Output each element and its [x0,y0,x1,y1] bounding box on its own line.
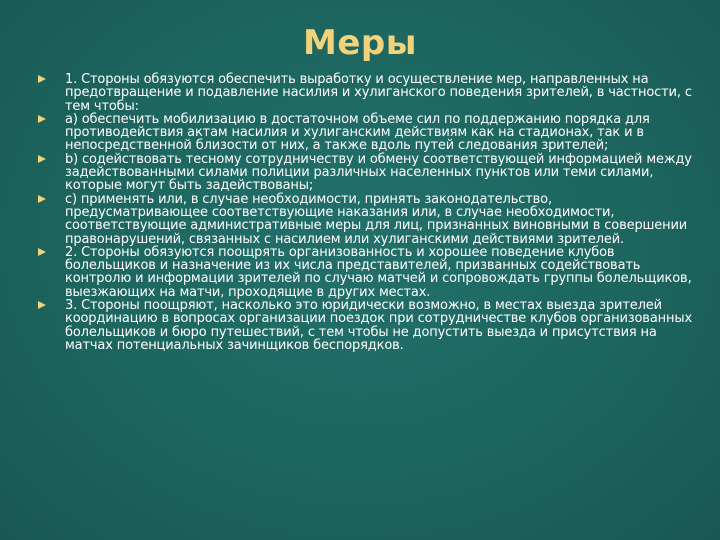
triangle-bullet-icon [38,75,46,83]
bullet-item-2 [38,113,698,153]
bullet-item-6 [38,299,698,352]
bullet-item-3 [38,153,698,193]
bullet-text: 1. Стороны обязуются обеспечить выработку и осуществление мер, направленных на предотвращение и подавление насилия и хулиганского поведения зрителей, в частности, с тем чтобы: [65,72,692,114]
bullet-text: 3. Стороны поощряют, насколько это юридически возможно, в местах выезда зрителей координацию в вопросах организации поездок при сотрудничестве клубов организованных болельщиков и бюро путешествий, с тем чтобы не допустить выезда и присутствия на матчах потенциальных зачинщиков беспорядков. [65,298,692,353]
bullet-item-5 [38,246,698,299]
triangle-bullet-icon [38,248,46,256]
bullet-item-4 [38,193,698,246]
bullet-list [38,73,698,352]
bullet-text: 2. Стороны обязуются поощрять организованность и хорошее поведение клубов болельщиков и назначение из их числа представителей, призванных содействовать контролю и информации зрителей по случаю матчей и сопровождать группы болельщиков, выезжающих на матчи, проходящие в других местах. [65,244,692,300]
triangle-bullet-icon [38,155,46,163]
slide-title: Меры [303,23,417,63]
triangle-bullet-icon [38,301,46,309]
triangle-bullet-icon [38,115,46,123]
bullet-text: c) применять или, в случае необходимости, принять законодательство, предусматривающее соответствующие наказания или, в случае необходимости, соответствующие административные меры для лиц, признанных виновными в совершении правонарушений, связанных с насилием или хулиганскими действиями зрителей. [65,191,688,247]
triangle-bullet-icon [38,195,46,203]
bullet-item-1 [38,73,698,113]
bullet-text: b) содействовать тесному сотрудничеству и обмену соответствующей информацией между задействованными силами полиции различных населенных пунктов или теми силами, которые могут быть задействованы; [65,151,692,194]
bullet-text: a) обеспечить мобилизацию в достаточном объеме сил по поддержанию порядка для противодействия актам насилия и хулиганским действиям как на стадионах, так и в непосредственной близости от них, а также вдоль путей следования зрителей; [65,111,650,154]
